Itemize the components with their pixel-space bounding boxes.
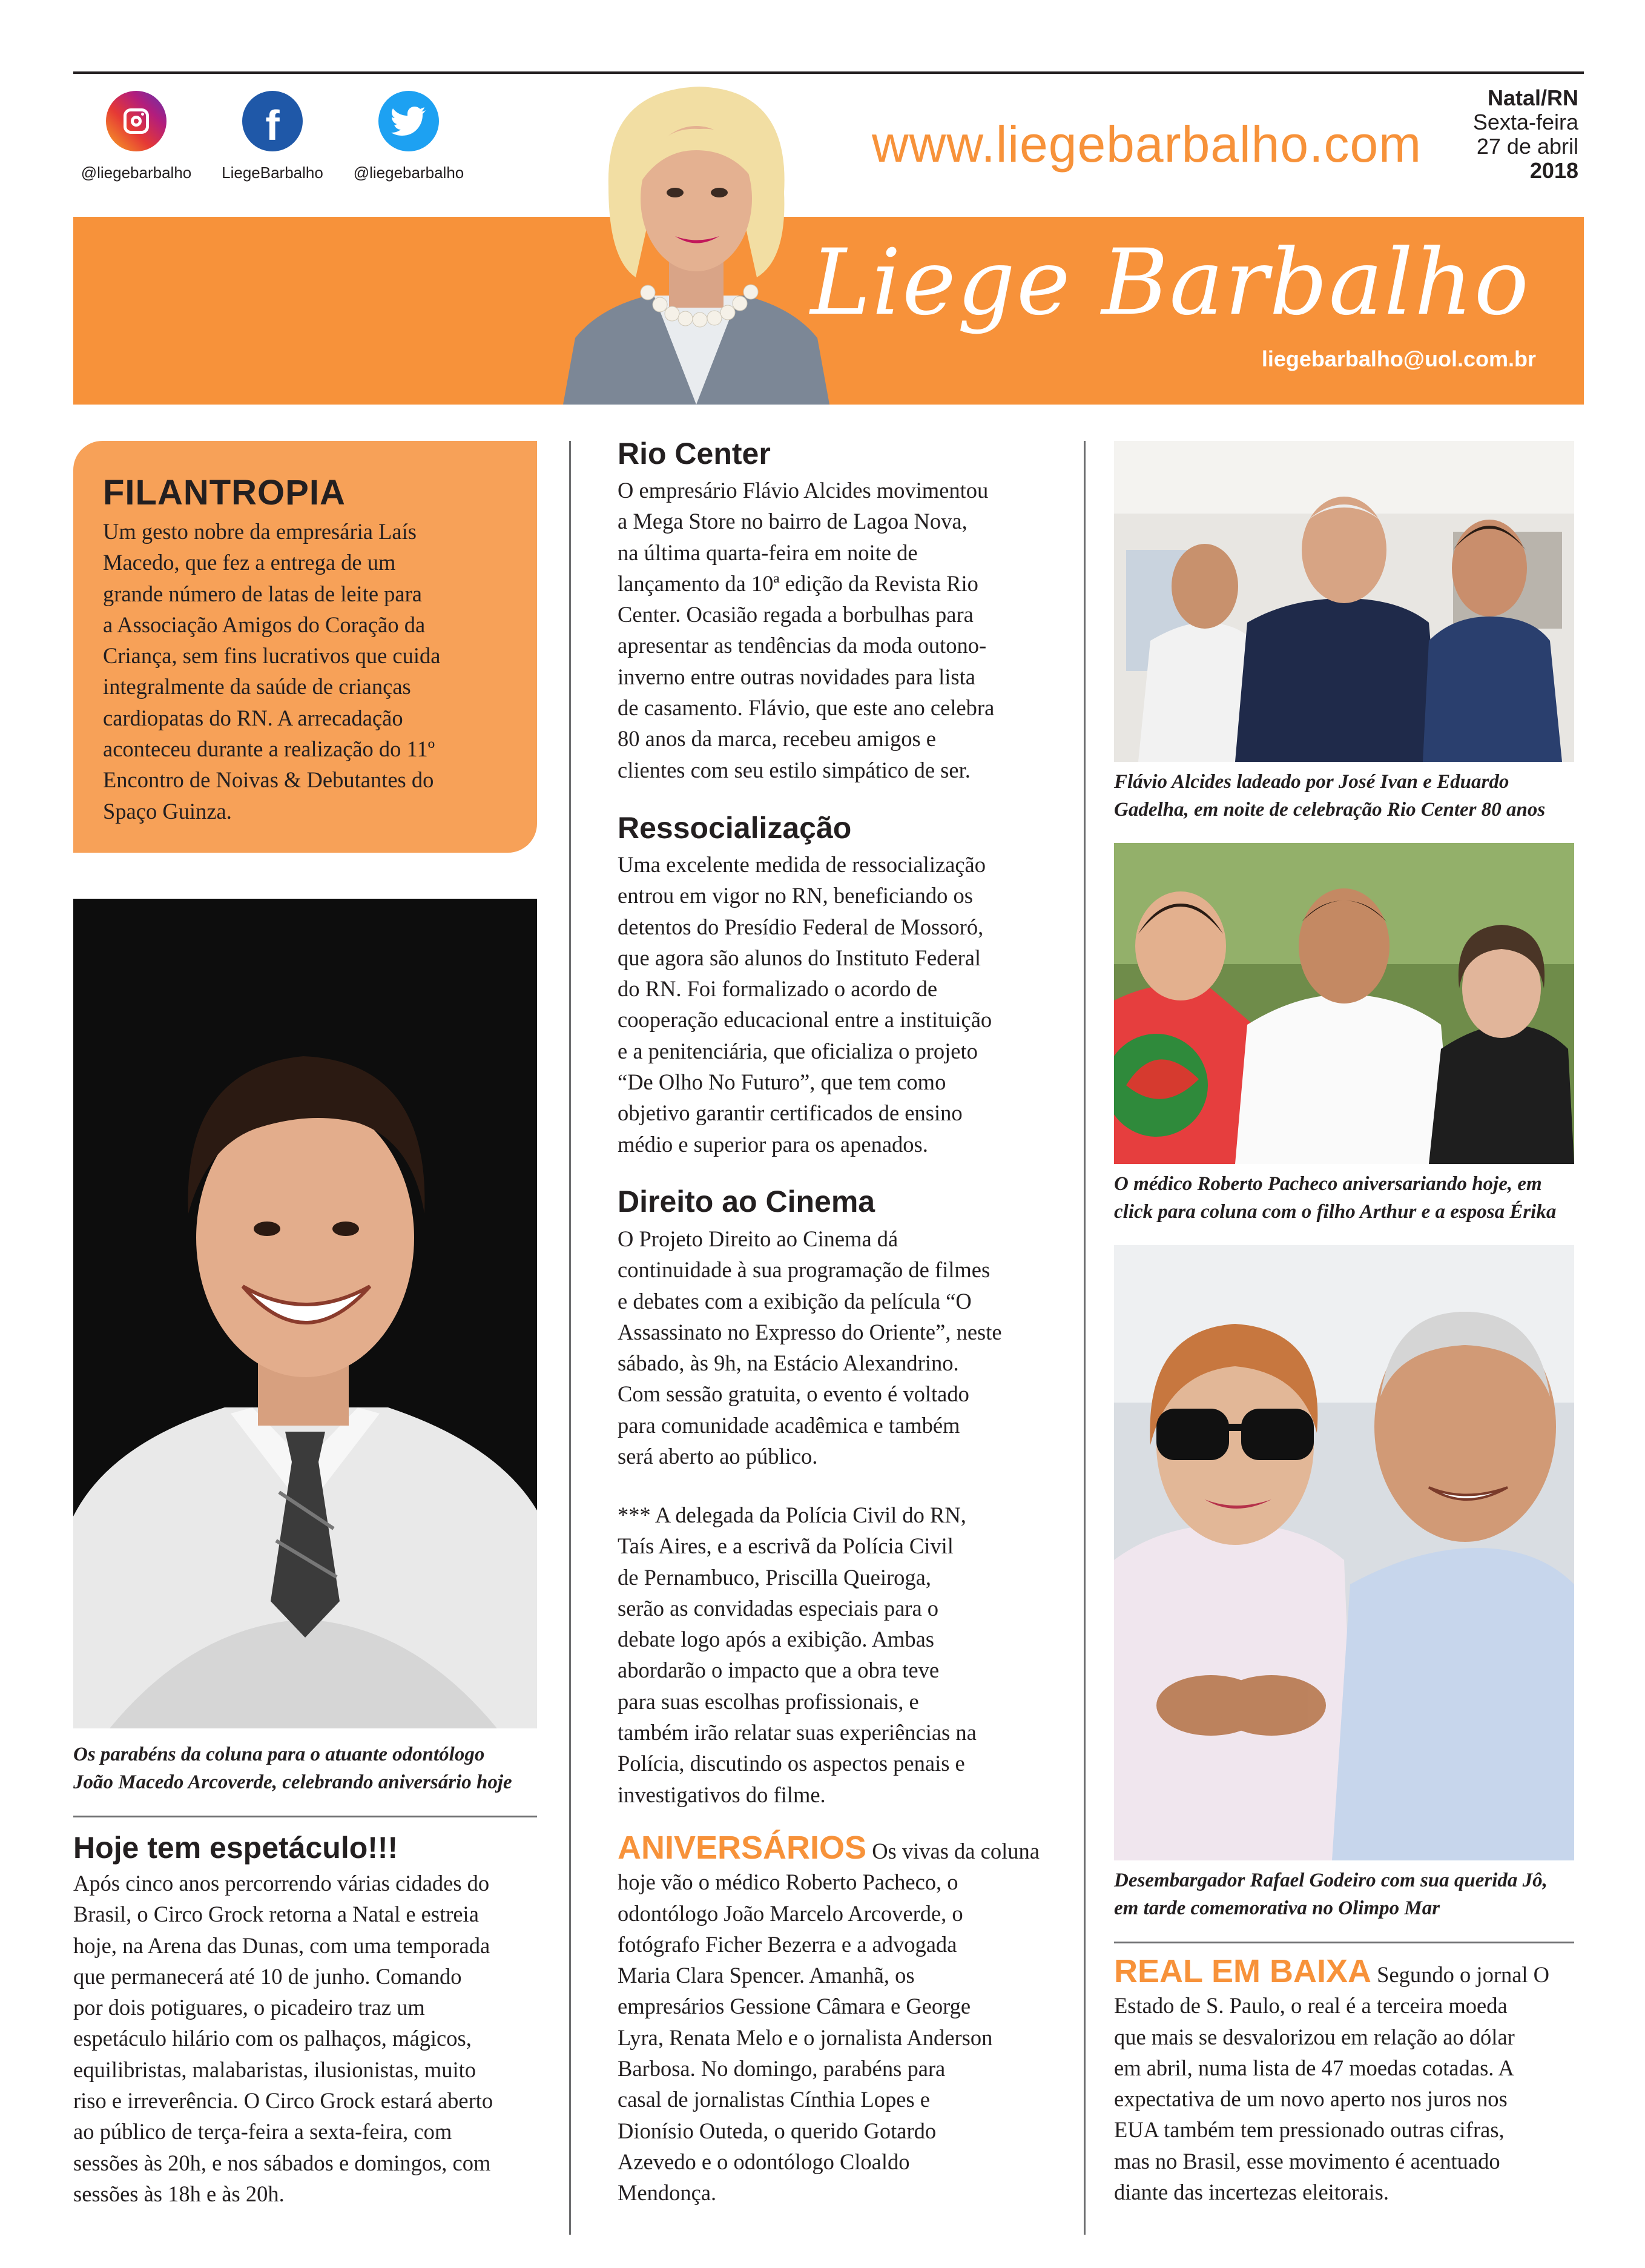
text-line: aconteceu durante a realização do 11º [103, 736, 435, 762]
text-line: investigativos do filme. [618, 1782, 826, 1807]
text-line: objetivo garantir certificados de ensino [618, 1100, 963, 1126]
text-line: clientes com seu estilo simpático de ser. [618, 757, 971, 782]
text-line: Polícia, discutindo os aspectos penais e [618, 1751, 965, 1776]
cinema-body [618, 1223, 1066, 1472]
column-rule-left [569, 441, 571, 2235]
text-line: 80 anos da marca, recebeu amigos e [618, 726, 936, 752]
text-line: diante das incertezas eleitorais. [1114, 2180, 1390, 2205]
text-line: equilibristas, malabaristas, ilusionistas, muito [73, 2057, 476, 2082]
caption-line: João Macedo Arcoverde, celebrando aniversário hoje [73, 1771, 512, 1793]
godeiro-photo [1114, 1245, 1574, 1860]
text-line: empresários Gessione Câmara e George [618, 1994, 971, 2019]
text-line: na última quarta-feira em noite de [618, 540, 918, 565]
text-line: Um gesto nobre da empresária Laís [103, 519, 417, 544]
columnist-email[interactable]: liegebarbalho@uol.com.br [1261, 346, 1536, 371]
text-line: Mendonça. [618, 2180, 717, 2206]
dentist-photo [73, 899, 537, 1728]
text-line: por dois potiguares, o picadeiro traz um [73, 1995, 425, 2020]
text-line: grande número de latas de leite para [103, 581, 422, 606]
text-line: Uma excelente medida de ressocialização [618, 852, 986, 877]
text-line: Com sessão gratuita, o evento é voltado [618, 1381, 969, 1407]
columnist-name: Liege Barbalho [810, 230, 1530, 336]
text-line: expectativa de um novo aperto nos juros nos [1114, 2086, 1508, 2112]
text-line: Spaço Guinza. [103, 798, 232, 824]
text-line: hoje, na Arena das Dunas, com uma temporada [73, 1932, 490, 1958]
text-line: será aberto ao público. [618, 1444, 818, 1469]
facebook-handle: LiegeBarbalho [222, 164, 323, 182]
caption-line: Gadelha, em noite de celebração Rio Center 80 anos [1114, 799, 1546, 821]
facebook-icon: f [242, 91, 303, 151]
text-line: sessões às 18h e às 20h. [73, 2181, 285, 2206]
dentist-caption [73, 1741, 558, 1796]
text-line: debate logo após a exibição. Ambas [618, 1627, 935, 1652]
text-line: Azevedo e o odontólogo Cloaldo [618, 2149, 910, 2174]
text-line: Barbosa. No domingo, parabéns para [618, 2056, 946, 2081]
date: 27 de abril [1476, 134, 1578, 159]
text-line: odontólogo João Marcelo Arcoverde, o [618, 1900, 963, 1926]
text-line: e a penitenciária, que oficializa o projeto [618, 1038, 978, 1063]
text-line: que agora são alunos do Instituto Federal [618, 945, 981, 970]
rio-center-caption [1114, 768, 1610, 824]
text-line: que permanecerá até 10 de junho. Comando [73, 1963, 462, 1989]
text-line: continuidade à sua programação de filmes [618, 1257, 991, 1283]
text-line: sessões às 20h, e nos sábados e domingos, com [73, 2150, 491, 2175]
text-line: sábado, às 9h, na Estácio Alexandrino. [618, 1351, 959, 1376]
text-line: O Projeto Direito ao Cinema dá [618, 1226, 898, 1251]
text-line: integralmente da saúde de crianças [103, 674, 411, 699]
section-divider [73, 1816, 537, 1817]
text-line: Os vivas da coluna [872, 1839, 1040, 1863]
text-line: EUA também tem pressionado outras cifras, [1114, 2117, 1505, 2143]
column-rule-right [1084, 441, 1086, 2235]
text-line: apresentar as tendências da moda outono- [618, 633, 987, 658]
text-line: a Mega Store no bairro de Lagoa Nova, [618, 509, 968, 534]
aniversarios-body [618, 1830, 1072, 2209]
godeiro-caption [1114, 1866, 1610, 1922]
real-kicker: REAL EM BAIXA [1114, 1953, 1372, 1989]
pacheco-caption [1114, 1170, 1610, 1226]
text-line: mas no Brasil, esse movimento é acentuado [1114, 2148, 1500, 2174]
columnist-portrait [551, 78, 842, 405]
weekday: Sexta-feira [1472, 110, 1578, 134]
text-line: e debates com a exibição da película “O [618, 1288, 972, 1314]
instagram-handle: @liegebarbalho [81, 164, 192, 182]
text-line: Assassinato no Expresso do Oriente”, neste [618, 1319, 1002, 1344]
text-line: lançamento da 10ª edição da Revista Rio [618, 570, 978, 596]
filantropia-body [103, 516, 515, 827]
text-line: Lyra, Renata Melo e o jornalista Anderson [618, 2025, 993, 2050]
espetaculo-title: Hoje tem espetáculo!!! [73, 1831, 398, 1865]
text-line: de casamento. Flávio, que este ano celebra [618, 695, 995, 721]
real-first-line [1114, 1953, 1580, 1990]
text-line: Após cinco anos percorrendo várias cidades do [73, 1871, 490, 1896]
text-line: de Pernambuco, Priscilla Queiroga, [618, 1564, 931, 1590]
text-line: cooperação educacional entre a instituição [618, 1007, 992, 1033]
website-link[interactable]: www.liegebarbalho.com [872, 116, 1422, 173]
text-line: Brasil, o Circo Grock retorna a Natal e estreia [73, 1902, 479, 1927]
text-line: Center. Ocasião regada a borbulhas para [618, 602, 974, 627]
caption-line: click para coluna com o filho Arthur e a esposa Érika [1114, 1201, 1557, 1223]
filantropia-title: FILANTROPIA [103, 473, 346, 512]
pacheco-photo [1114, 843, 1574, 1164]
text-line: O empresário Flávio Alcides movimentou [618, 478, 989, 503]
text-line: riso e irreverência. O Circo Grock estará aberto [73, 2088, 493, 2114]
real-body [1114, 1953, 1580, 2207]
text-line: entrou em vigor no RN, beneficiando os [618, 883, 973, 908]
text-line: ao público de terça-feira a sexta-feira, com [73, 2119, 452, 2144]
caption-line: O médico Roberto Pacheco aniversariando hoje, em [1114, 1173, 1542, 1195]
aniversarios-first-line [618, 1830, 1072, 1866]
year: 2018 [1529, 158, 1578, 183]
espetaculo-body [73, 1868, 552, 2209]
location: Natal/RN [1487, 85, 1578, 110]
top-rule [73, 71, 1584, 74]
text-line: abordarão o impacto que a obra teve [618, 1658, 940, 1683]
aniversarios-kicker: ANIVERSÁRIOS [618, 1830, 867, 1866]
text-line: médio e superior para os apenados. [618, 1131, 928, 1157]
section-divider [1114, 1942, 1574, 1943]
instagram-icon [106, 91, 166, 151]
text-line: casal de jornalistas Cínthia Lopes e [618, 2087, 930, 2112]
text-line: Encontro de Noivas & Debutantes do [103, 767, 434, 793]
text-line: hoje vão o médico Roberto Pacheco, o [618, 1870, 958, 1895]
text-line: para comunidade acadêmica e também [618, 1412, 960, 1438]
twitter-handle: @liegebarbalho [353, 164, 464, 182]
text-line: a Associação Amigos do Coração da [103, 612, 426, 637]
text-line: Taís Aires, e a escrivã da Polícia Civil [618, 1533, 954, 1559]
text-line: Segundo o jornal O [1377, 1962, 1550, 1987]
cinema-title: Direito ao Cinema [618, 1185, 875, 1218]
twitter-link[interactable] [345, 91, 472, 182]
text-line: do RN. Foi formalizado o acordo de [618, 976, 938, 1002]
instagram-link[interactable] [73, 91, 200, 182]
text-line: inverno entre outras novidades para lista [618, 664, 975, 689]
caption-line: Desembargador Rafael Godeiro com sua querida Jô, [1114, 1870, 1548, 1891]
rio-center-photo [1114, 441, 1574, 762]
text-line: para suas escolhas profissionais, e [618, 1688, 919, 1714]
rio-center-body [618, 475, 1066, 785]
text-line: Estado de S. Paulo, o real é a terceira moeda [1114, 1993, 1508, 2018]
text-line: serão as convidadas especiais para o [618, 1595, 939, 1621]
text-line: que mais se desvalorizou em relação ao dólar [1114, 2024, 1515, 2049]
text-line: “De Olho No Futuro”, que tem como [618, 1070, 946, 1095]
ressocializacao-body [618, 849, 1066, 1160]
caption-line: Flávio Alcides ladeado por José Ivan e Eduardo [1114, 771, 1509, 793]
text-line: detentos do Presídio Federal de Mossoró, [618, 914, 984, 939]
ressocializacao-title: Ressocialização [618, 811, 852, 845]
facebook-link[interactable] [209, 91, 336, 182]
caption-line: em tarde comemorativa no Olimpo Mar [1114, 1897, 1440, 1919]
text-line: Dionísio Outeda, o querido Gotardo [618, 2118, 937, 2143]
text-line: Criança, sem fins lucrativos que cuida [103, 643, 441, 669]
cinema-note [618, 1499, 1066, 1810]
rio-center-title: Rio Center [618, 437, 771, 471]
text-line: também irão relatar suas experiências na [618, 1720, 977, 1745]
text-line: fotógrafo Ficher Bezerra e a advogada [618, 1931, 957, 1957]
text-line: Macedo, que fez a entrega de um [103, 550, 396, 575]
twitter-icon [378, 91, 439, 151]
text-line: cardiopatas do RN. A arrecadação [103, 705, 403, 730]
text-line: *** A delegada da Polícia Civil do RN, [618, 1503, 966, 1527]
text-line: Maria Clara Spencer. Amanhã, os [618, 1963, 915, 1988]
caption-line: Os parabéns da coluna para o atuante odontólogo [73, 1744, 485, 1765]
dateline [1473, 86, 1578, 183]
text-line: em abril, numa lista de 47 moedas cotadas. A [1114, 2055, 1514, 2080]
text-line: espetáculo hilário com os palhaços, mágicos, [73, 2026, 472, 2051]
